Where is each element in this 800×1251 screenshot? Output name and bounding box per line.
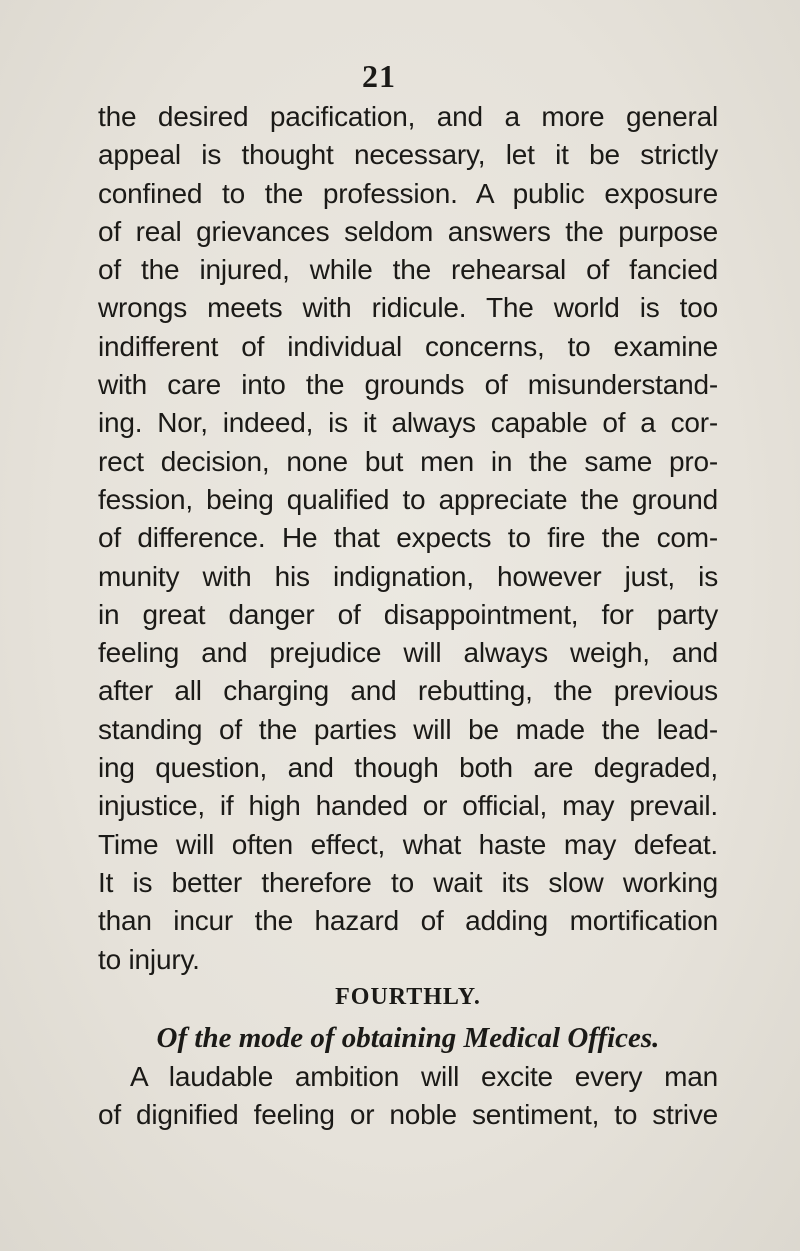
text-line: than incur the hazard of adding mortification: [98, 905, 718, 937]
text-line: of real grievances seldom answers the purpose: [98, 215, 718, 247]
section-title: Of the mode of obtaining Medical Offices.: [156, 1022, 660, 1054]
text-line: after all charging and rebutting, the previous: [98, 675, 718, 707]
text-line: wrongs meets with ridicule. The world is too: [98, 292, 718, 324]
text-line: ing question, and though both are degraded,: [98, 752, 718, 784]
text-line: of dignified feeling or noble sentiment, to strive: [98, 1099, 718, 1131]
text-line-last: to injury.: [98, 943, 200, 975]
text-line: Time will often effect, what haste may defeat.: [98, 828, 718, 860]
body-paragraph: [98, 98, 718, 979]
text-line: munity with his indignation, however just, is: [98, 560, 718, 592]
text-line: with care into the grounds of misunderstand-: [98, 369, 718, 401]
text-line: ing. Nor, indeed, is it always capable of a cor-: [98, 407, 718, 439]
section-paragraph: [98, 1058, 718, 1135]
text-line: rect decision, none but men in the same pro-: [98, 445, 718, 477]
text-line: of the injured, while the rehearsal of fancied: [98, 254, 718, 286]
text-line: injustice, if high handed or official, may prevail.: [98, 790, 718, 822]
page-number: 21: [362, 58, 396, 94]
text-line: appeal is thought necessary, let it be strictly: [98, 139, 718, 171]
text-line: fession, being qualified to appreciate the ground: [98, 483, 718, 515]
text-line: in great danger of disappointment, for party: [98, 598, 718, 630]
text-line: of difference. He that expects to fire the com-: [98, 522, 718, 554]
text-line: feeling and prejudice will always weigh, and: [98, 637, 718, 669]
section-heading: FOURTHLY.: [335, 984, 481, 1010]
text-line: confined to the profession. A public exposure: [98, 177, 718, 209]
text-line: It is better therefore to wait its slow working: [98, 866, 718, 898]
text-line: indifferent of individual concerns, to examine: [98, 330, 718, 362]
text-line: the desired pacification, and a more general: [98, 101, 718, 132]
text-line: standing of the parties will be made the lead-: [98, 713, 718, 745]
text-line: A laudable ambition will excite every man: [130, 1061, 718, 1092]
